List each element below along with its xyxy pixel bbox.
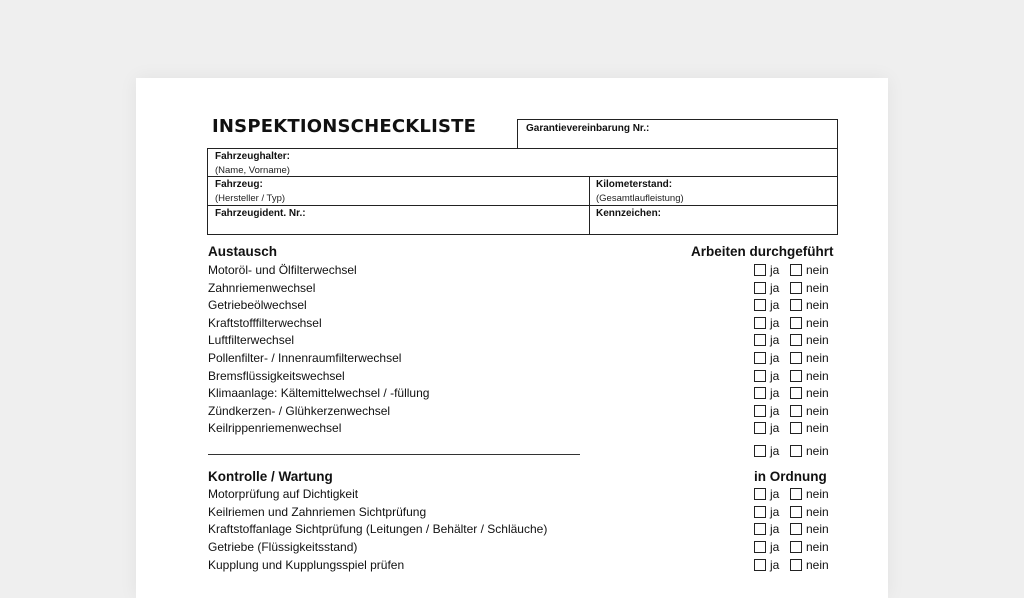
checkbox-no[interactable] [790,264,802,276]
checkbox-no[interactable] [790,370,802,382]
checklist-item-label: Pollenfilter- / Innenraumfilterwechsel [208,351,402,365]
option-no-label: nein [806,298,829,313]
checkbox-yes[interactable] [754,282,766,294]
checklist-row [208,421,838,439]
option-no-label: nein [806,386,829,401]
checklist-item-label: Kraftstofffilterwechsel [208,315,322,330]
option-yes-label: ja [770,263,780,277]
checkbox-no[interactable] [790,334,802,346]
checklist-item-label: Motorprüfung auf Dichtigkeit [208,487,359,501]
checklist-row [208,487,838,505]
option-yes-label: ja [770,315,780,330]
checklist-row [208,369,838,387]
checkbox-no[interactable] [790,506,802,518]
option-yes-label: ja [770,522,780,537]
option-no-label: nein [806,280,829,295]
document-title: INSPEKTIONSCHECKLISTE [212,116,477,137]
checklist-row [208,351,838,369]
option-no-label: nein [806,557,829,572]
option-yes-label: ja [770,351,780,365]
option-yes-label: ja [770,403,780,418]
exchange-status-header: Arbeiten durchgeführt [691,244,834,259]
checkbox-no[interactable] [790,541,802,553]
checkbox-no[interactable] [790,559,802,571]
checkbox-no[interactable] [790,422,802,434]
option-no-label: nein [806,315,829,330]
plate-field[interactable] [590,206,837,234]
guarantee-field[interactable] [517,119,838,149]
option-no-label: nein [806,421,829,436]
checkbox-yes[interactable] [754,523,766,535]
vehicle-field[interactable] [208,177,588,205]
checklist-page [136,78,888,598]
option-yes-label: ja [770,487,780,501]
checkbox-no[interactable] [790,488,802,500]
checkbox-yes[interactable] [754,506,766,518]
option-no-label: nein [806,522,829,537]
option-yes-label: ja [770,504,780,519]
checklist-item-label: Bremsflüssigkeitswechsel [208,368,345,383]
checkbox-no[interactable] [790,282,802,294]
checklist-row [208,316,838,334]
checklist-item-label: Zündkerzen- / Glühkerzenwechsel [208,403,391,418]
checkbox-yes[interactable] [754,317,766,329]
checklist-row [208,281,838,299]
checkbox-yes[interactable] [754,445,766,457]
checklist-row [208,333,838,351]
option-yes-label: ja [770,298,780,313]
checklist-item-label: Luftfilterwechsel [208,333,295,348]
option-no-label: nein [806,351,829,365]
checkbox-no[interactable] [790,317,802,329]
vehicle-label: Fahrzeug: [215,179,263,190]
checklist-row [208,522,838,540]
checkbox-no[interactable] [790,299,802,311]
checklist-row [208,505,838,523]
checkbox-no[interactable] [790,523,802,535]
checkbox-yes[interactable] [754,352,766,364]
checkbox-no[interactable] [790,445,802,457]
checkbox-no[interactable] [790,405,802,417]
exchange-section-title: Austausch [208,244,278,259]
checkbox-no[interactable] [790,387,802,399]
guarantee-label: Garantievereinbarung Nr.: [526,123,650,134]
option-yes-label: ja [770,333,780,348]
option-yes-label: ja [770,386,780,401]
checkbox-yes[interactable] [754,387,766,399]
owner-field[interactable] [208,149,837,176]
mileage-field[interactable] [590,177,837,205]
checkbox-yes[interactable] [754,559,766,571]
checkbox-yes[interactable] [754,541,766,553]
checkbox-yes[interactable] [754,299,766,311]
checklist-item-label: Getriebeölwechsel [208,298,307,313]
checklist-row [208,298,838,316]
checklist-row [208,386,838,404]
option-no-label: nein [806,263,829,277]
option-no-label: nein [806,444,829,458]
owner-label: Fahrzeughalter: [215,151,291,162]
checklist-item-label: Keilrippenriemenwechsel [208,421,342,436]
checkbox-yes[interactable] [754,370,766,382]
checklist-item-label: Motoröl- und Ölfilterwechsel [208,263,357,277]
checklist-item-label: Kupplung und Kupplungsspiel prüfen [208,557,405,572]
mileage-label: Kilometerstand: [596,179,673,190]
option-yes-label: ja [770,280,780,295]
plate-label: Kennzeichen: [596,208,662,219]
blank-entry-row [208,444,838,462]
checklist-item-label: Klimaanlage: Kältemittelwechsel / -füllung [208,386,430,401]
option-no-label: nein [806,540,829,555]
checkbox-no[interactable] [790,352,802,364]
option-no-label: nein [806,504,829,519]
vehicle-hint: (Hersteller / Typ) [215,193,286,204]
option-no-label: nein [806,487,829,501]
option-no-label: nein [806,368,829,383]
checklist-row [208,404,838,422]
owner-hint: (Name, Vorname) [215,165,290,176]
checklist-row [208,263,838,281]
option-yes-label: ja [770,557,780,572]
option-yes-label: ja [770,368,780,383]
checkbox-yes[interactable] [754,264,766,276]
checkbox-yes[interactable] [754,334,766,346]
option-yes-label: ja [770,540,780,555]
vin-label: Fahrzeugident. Nr.: [215,208,306,219]
checklist-item-label: Kraftstoffanlage Sichtprüfung (Leitungen / Behälter / Schläuche) [208,522,548,537]
checklist-item-label: Getriebe (Flüssigkeitsstand) [208,540,358,555]
option-no-label: nein [806,403,829,418]
option-no-label: nein [806,333,829,348]
vin-field[interactable] [208,206,588,234]
option-yes-label: ja [770,421,780,436]
control-section-title: Kontrolle / Wartung [208,469,333,484]
checkbox-yes[interactable] [754,405,766,417]
checkbox-yes[interactable] [754,488,766,500]
checklist-row [208,558,838,576]
checklist-item-label: Zahnriemenwechsel [208,280,316,295]
option-yes-label: ja [770,444,780,458]
control-status-header: in Ordnung [754,469,827,484]
mileage-hint: (Gesamtlaufleistung) [596,193,684,204]
checkbox-yes[interactable] [754,422,766,434]
checklist-item-label: Keilriemen und Zahnriemen Sichtprüfung [208,504,427,519]
checklist-row [208,540,838,558]
